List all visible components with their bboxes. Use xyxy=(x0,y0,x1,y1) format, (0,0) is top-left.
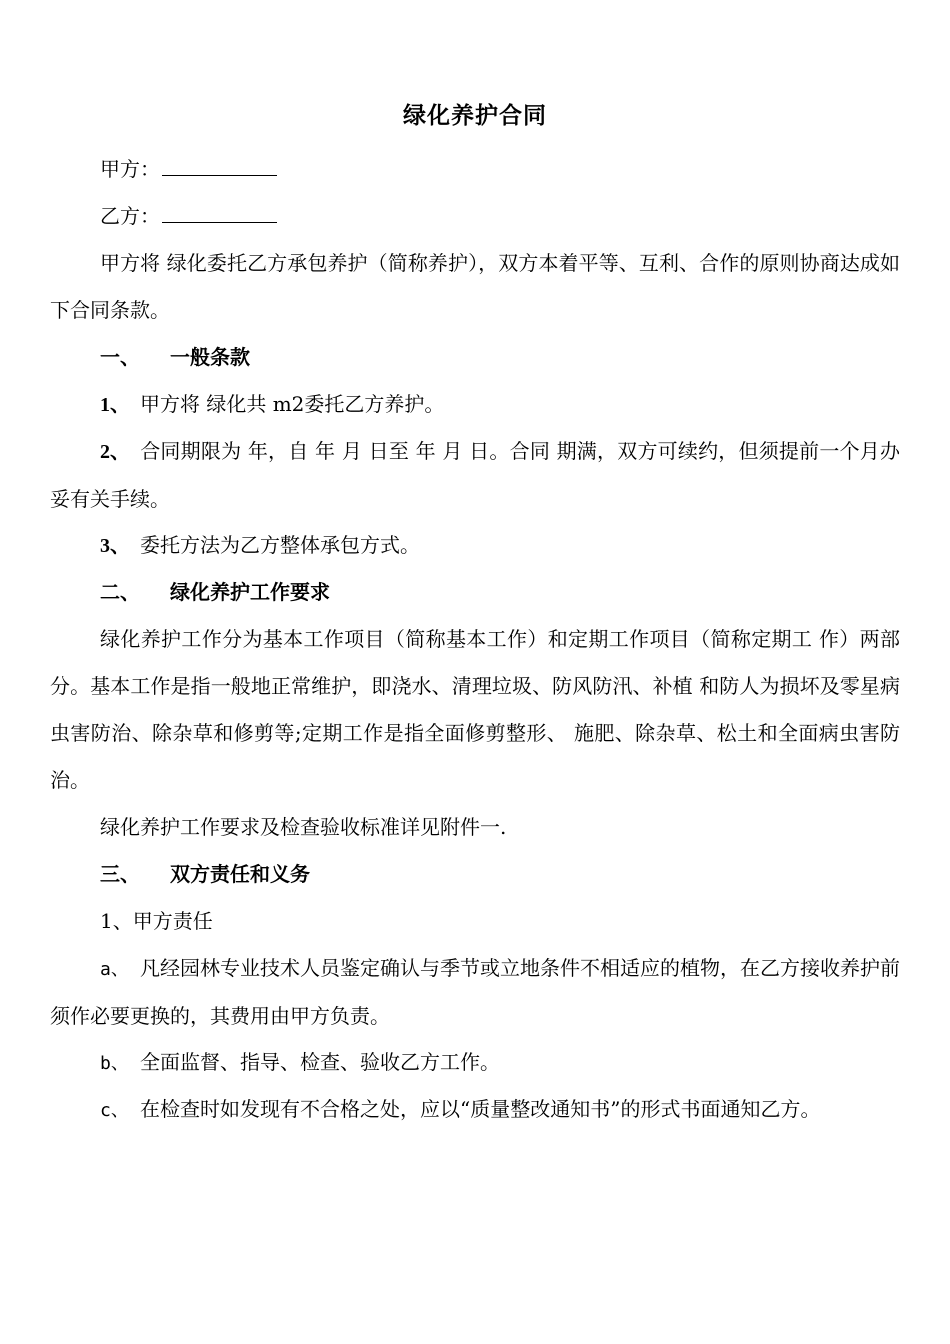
section-number: 二、 xyxy=(100,580,140,604)
clause-item xyxy=(50,381,900,429)
clause-text: 凡经园林专业技术人员鉴定确认与季节或立地条件不相适应的植物，在乙方接收养护前须作必要更换的，其费用由甲方负责。 xyxy=(50,956,900,1028)
clause-item xyxy=(50,1039,900,1087)
clause-text: 全面监督、指导、检查、验收乙方工作。 xyxy=(140,1050,500,1074)
section-heading xyxy=(50,569,900,616)
section-title: 绿化养护工作要求 xyxy=(170,580,330,604)
sub-heading: 1、甲方责任 xyxy=(100,909,213,933)
clause-item xyxy=(50,1086,900,1134)
clause-item xyxy=(50,428,900,523)
intro-paragraph: 甲方将 绿化委托乙方承包养护（简称养护），双方本着平等、互利、合作的原则协商达成如下合同条款。 xyxy=(50,251,900,322)
body-paragraph: 绿化养护工作要求及检查验收标准详见附件一. xyxy=(100,815,507,839)
document-title: 绿化养护合同 xyxy=(403,102,547,129)
section-heading xyxy=(50,851,900,898)
section-number: 三、 xyxy=(100,862,140,886)
party-b-label: 乙方： xyxy=(100,204,160,228)
clause-number: 2、 xyxy=(100,441,130,463)
clause-item xyxy=(50,522,900,570)
clause-text: 委托方法为乙方整体承包方式。 xyxy=(140,533,420,557)
section-heading xyxy=(50,334,900,381)
party-a-line xyxy=(50,146,900,193)
section-title: 双方责任和义务 xyxy=(170,862,310,886)
section-number: 一、 xyxy=(100,345,140,369)
clause-text: 合同期限为 年，自 年 月 日至 年 月 日。合同 期满，双方可续约，但须提前一个月办妥有关手续。 xyxy=(50,439,900,511)
clause-text: 甲方将 绿化共 m2委托乙方养护。 xyxy=(140,392,445,416)
clause-letter: a、 xyxy=(100,959,129,980)
clause-letter: c、 xyxy=(100,1100,129,1121)
section-title: 一般条款 xyxy=(170,345,250,369)
party-b-line xyxy=(50,193,900,240)
clause-item xyxy=(50,945,900,1040)
clause-text: 在检查时如发现有不合格之处，应以“质量整改通知书”的形式书面通知乙方。 xyxy=(140,1097,821,1121)
clause-letter: b、 xyxy=(100,1053,129,1074)
clause-number: 1、 xyxy=(100,394,130,416)
party-b-blank xyxy=(162,221,277,223)
party-a-label: 甲方： xyxy=(100,157,160,181)
clause-number: 3、 xyxy=(100,535,130,557)
party-a-blank xyxy=(162,174,277,176)
body-paragraph: 绿化养护工作分为基本工作项目（简称基本工作）和定期工作项目（简称定期工 作）两部分。基本工作是指一般地正常维护，即浇水、清理垃圾、防风防汛、补植 和防人为损坏及零星病虫害防治、除杂草和修剪等;定期工作是指全面修剪整形、 施肥、除杂草、松土和全面病虫害防治。 xyxy=(50,627,900,792)
